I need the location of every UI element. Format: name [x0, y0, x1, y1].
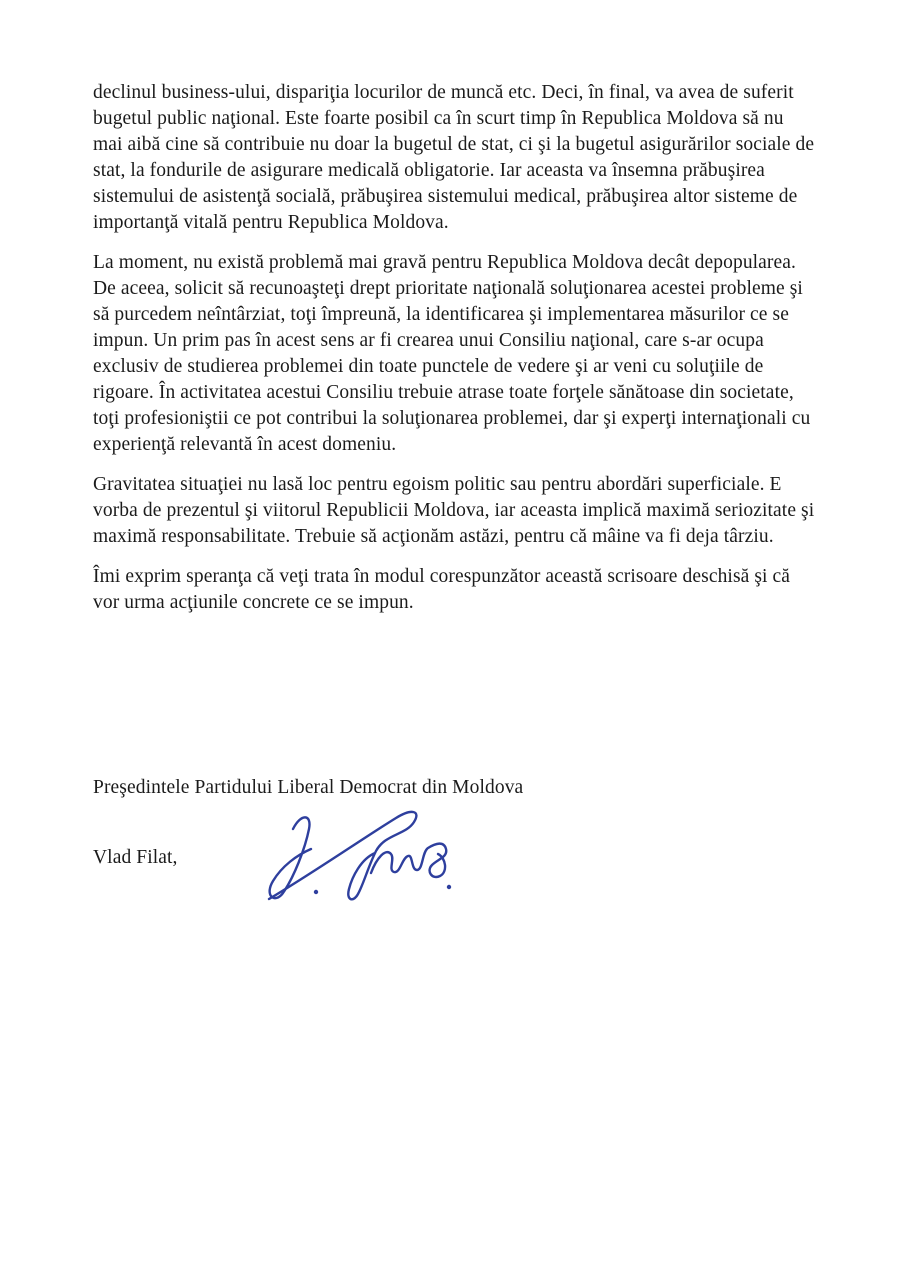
paragraph-line: vorba de prezentul şi viitorul Republicii Moldova, iar aceasta implică maximă seriozitate şi: [93, 500, 815, 521]
paragraph-line: De aceea, solicit să recunoaşteţi drept prioritate naţională soluţionarea acestei probleme şi: [93, 278, 803, 299]
paragraph-line: declinul business-ului, dispariţia locurilor de muncă etc. Deci, în final, va avea de suferit: [93, 82, 794, 103]
paragraph-line: Gravitatea situaţiei nu lasă loc pentru egoism politic sau pentru abordări superficiale. E: [93, 474, 782, 495]
paragraph-4: [93, 564, 873, 616]
paragraph-line: rigoare. În activitatea acestui Consiliu trebuie atrase toate forţele sănătoase din societate,: [93, 382, 794, 403]
paragraph-line: Îmi exprim speranţa că veţi trata în modul corespunzător această scrisoare deschisă şi că: [93, 566, 791, 587]
paragraph-line: vor urma acţiunile concrete ce se impun.: [93, 592, 414, 613]
paragraph-2: [93, 250, 873, 458]
paragraph-line: stat, la fondurile de asigurare medicală obligatorie. Iar aceasta va însemna prăbuşirea: [93, 160, 765, 181]
paragraph-1: [93, 80, 873, 236]
paragraph-line: să purcedem neîntârziat, toţi împreună, la identificarea şi implementarea măsurilor ce se: [93, 304, 789, 325]
paragraph-line: La moment, nu există problemă mai gravă pentru Republica Moldova decât depopularea.: [93, 252, 797, 273]
paragraph-line: importanţă vitală pentru Republica Moldova.: [93, 212, 449, 233]
paragraph-line: experienţă relevantă în acest domeniu.: [93, 434, 397, 455]
paragraph-line: toţi profesioniştii ce pot contribui la soluţionarea problemei, dar şi experţi internaţionali cu: [93, 408, 811, 429]
paragraph-line: bugetul public naţional. Este foarte posibil ca în scurt timp în Republica Moldova să nu: [93, 108, 784, 129]
paragraph-line: exclusiv de studierea problemei din toate punctele de vedere şi ar veni cu soluţiile de: [93, 356, 764, 377]
paragraph-line: mai aibă cine să contribuie nu doar la bugetul de stat, ci şi la bugetul asigurărilor sociale de: [93, 134, 815, 155]
signoff-name: Vlad Filat,: [93, 847, 178, 868]
paragraph-3: [93, 472, 873, 550]
signature-dot-right: [447, 885, 451, 889]
letter-body: [93, 80, 873, 871]
paragraph-line: impun. Un prim pas în acest sens ar fi crearea unui Consiliu naţional, care s-ar ocupa: [93, 330, 764, 351]
paragraph-line: maximă responsabilitate. Trebuie să acţionăm astăzi, pentru că mâine va fi deja târziu.: [93, 526, 774, 547]
signature-dot-left: [314, 890, 318, 894]
paragraph-line: sistemului de asistenţă socială, prăbuşirea sistemului medical, prăbuşirea altor sisteme de: [93, 186, 798, 207]
signoff-title: Preşedintele Partidului Liberal Democrat din Moldova: [93, 777, 524, 798]
